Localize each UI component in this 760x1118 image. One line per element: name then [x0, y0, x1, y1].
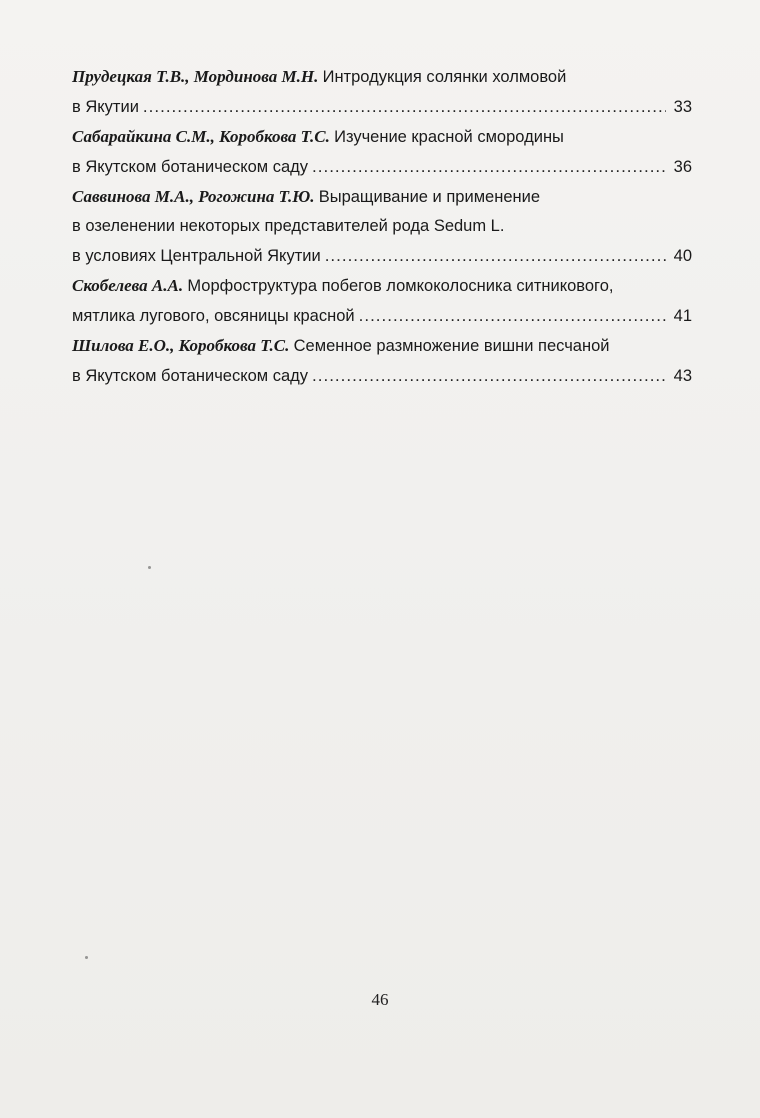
- toc-entry-first-line: [72, 62, 692, 92]
- toc-entry-title: в условиях Центральной Якутии: [72, 247, 321, 265]
- toc-entry-last-line: [72, 361, 692, 391]
- toc-entry-title: Семенное размножение вишни песчаной: [293, 337, 610, 355]
- dot-leader: [312, 152, 666, 181]
- toc-entry-title: в Якутском ботаническом саду: [72, 158, 309, 176]
- toc-entry-first-line: [72, 331, 692, 361]
- toc-entry-title: Выращивание и применение: [318, 188, 541, 206]
- toc-entry-authors: Шилова Е.О., Коробкова Т.С.: [72, 336, 290, 355]
- toc-entry: [72, 182, 692, 271]
- paper-speck: [85, 956, 88, 959]
- toc-entry-title: мятлика лугового, овсяницы красной: [72, 307, 355, 325]
- toc-entry-page-number: 40: [673, 247, 692, 265]
- table-of-contents: [72, 62, 692, 391]
- toc-entry-page-number: 43: [673, 367, 692, 385]
- toc-entry-last-line: [72, 92, 692, 122]
- toc-entry-page-number: 41: [673, 307, 692, 325]
- paper-speck: [148, 566, 151, 569]
- toc-entry-title: в Якутии: [72, 98, 139, 116]
- toc-entry-last-line: [72, 241, 692, 271]
- dot-leader: [359, 301, 666, 330]
- dot-leader: [312, 361, 666, 390]
- toc-entry-middle-line: [72, 212, 692, 241]
- toc-entry: [72, 331, 692, 391]
- toc-entry: [72, 122, 692, 182]
- toc-entry-authors: Сабарайкина С.М., Коробкова Т.С.: [72, 127, 330, 146]
- toc-entry-title: Морфоструктура побегов ломкоколосника ситникового,: [187, 277, 614, 295]
- dot-leader: [143, 92, 666, 121]
- dot-leader: [325, 241, 666, 270]
- toc-entry: [72, 271, 692, 331]
- toc-entry-first-line: [72, 182, 692, 212]
- page-number: 46: [371, 990, 389, 1009]
- toc-entry: [72, 62, 692, 122]
- toc-entry-authors: Прудецкая Т.В., Мординова М.Н.: [72, 67, 319, 86]
- toc-entry-authors: Скобелева А.А.: [72, 276, 184, 295]
- toc-entry-title: Изучение красной смородины: [334, 128, 564, 146]
- toc-entry-page-number: 36: [673, 158, 692, 176]
- toc-entry-title: в Якутском ботаническом саду: [72, 367, 309, 385]
- toc-entry-last-line: [72, 301, 692, 331]
- toc-entry-first-line: [72, 122, 692, 152]
- toc-entry-authors: Саввинова М.А., Рогожина Т.Ю.: [72, 187, 315, 206]
- toc-entry-title: в озеленении некоторых представителей рода Sedum L.: [72, 217, 505, 235]
- toc-entry-last-line: [72, 152, 692, 182]
- toc-entry-page-number: 33: [673, 98, 692, 116]
- toc-entry-first-line: [72, 271, 692, 301]
- toc-entry-title: Интродукция солянки холмовой: [322, 68, 567, 86]
